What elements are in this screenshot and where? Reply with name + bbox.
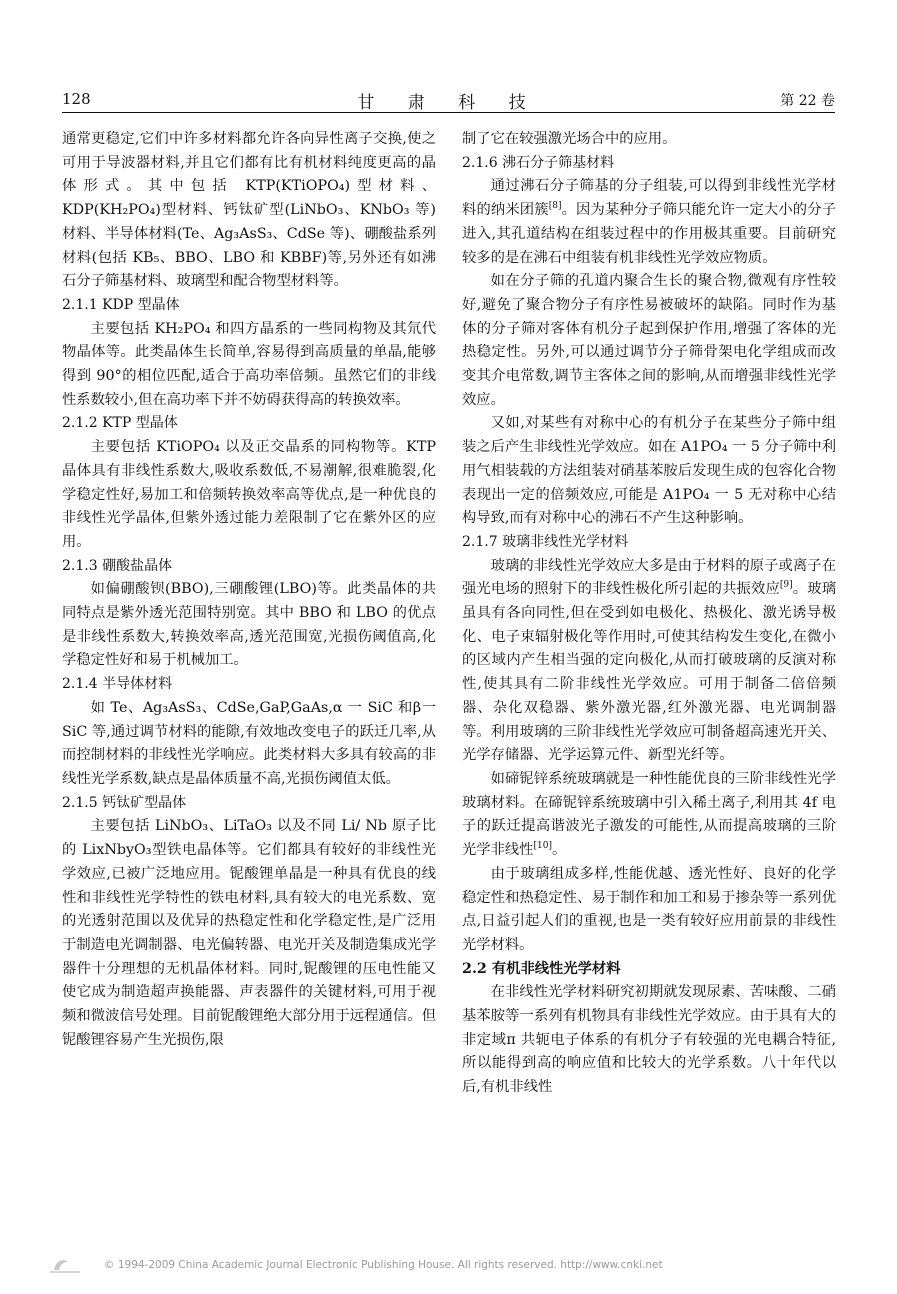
paragraph-text: 如碲铌锌系统玻璃就是一种性能优良的三阶非线性光学玻璃材料。在碲铌锌系统玻璃中引入稀土离子,利用其 4f 电子的跃迁提高谐波光子激发的可能性,从而提高玻璃的三阶光学非线性 (462, 770, 836, 859)
body-paragraph (62, 128, 436, 294)
journal-title: 甘 肃 科 技 (357, 93, 540, 113)
body-paragraph (62, 815, 436, 1052)
paragraph-text: 制了它在较强激光场合中的应用。 (462, 131, 677, 147)
body-paragraph (62, 578, 436, 673)
paragraph-text: 如 Te、Ag₃AsS₃、CdSe,GaP,GaAs,α 一 SiC 和β一 SiC 等,通过调节材料的能隙,有效地改变电子的跃迁几率,从而控制材料的非线性光学响应。此类材料大多具有较高的非线性光学系数,缺点是晶体质量不高,光损伤阈值太低。 (62, 699, 436, 787)
paragraph-text: 玻璃的非线性光学效应大多是由于材料的原子或离子在强光电场的照射下的非线性极化所引起的共振效应 (462, 557, 836, 598)
section-heading: 2.1.7 玻璃非线性光学材料 (462, 533, 629, 550)
body-paragraph (62, 436, 436, 555)
paragraph-text: 通常更稳定,它们中许多材料都允许各向异性离子交换,使之可用于导波器材料,并且它们都有比有机材料纯度更高的晶体形式。其中包括 KTP(KTiOPO₄)型材料、KDP(KH₂PO₄)型材料、钙钛矿型(LiNbO₃、KNbO₃ 等)材料、半导体材料(Te、Ag₃AsS₃、CdSe 等)、硼酸盐系列材料(包括 KB₅、BBO、LBO 和 KBBF)等,另外还有如沸石分子筛基材料、玻璃型和配合物型材料等。 (62, 131, 436, 290)
page-number: 128 (62, 90, 91, 108)
paragraph-text: 由于玻璃组成多样,性能优越、透光性好、良好的化学稳定性和热稳定性、易于制作和加工和易于掺杂等一系列优点,日益引起人们的重视,也是一类有较好应用前景的非线性光学材料。 (462, 865, 836, 953)
citation-ref: [9] (779, 580, 793, 591)
section-heading: 2.1.5 钙钛矿型晶体 (62, 794, 187, 811)
body-paragraph (462, 128, 836, 152)
body-paragraph (462, 270, 836, 412)
body-paragraph (462, 981, 836, 1100)
paragraph-text: 在非线性光学材料研究初期就发现尿素、苦味酸、二硝基苯胺等一系列有机物具有非线性光学效应。由于具有大的非定域π 共轭电子体系的有机分子有较强的光电耦合特征,所以能得到高的响应值和比较大的光学系数。八十年代以后,有机非线性 (462, 984, 836, 1096)
running-header (62, 86, 835, 113)
section-heading: 2.2 有机非线性光学材料 (462, 960, 621, 977)
paragraph-text-tail: 。因为某种分子筛只能允许一定大小的分子进入,其孔道结构在组装过程中的作用极其重要。目前研究较多的是在沸石中组装有机非线性光学效应物质。 (462, 202, 837, 266)
paragraph-text: 通过沸石分子筛基的分子组装,可以得到非线性光学材料的纳米团簇 (462, 178, 836, 219)
body-paragraph (462, 768, 836, 863)
section-heading: 2.1.3 硼酸盐晶体 (62, 557, 173, 574)
body-paragraph (62, 318, 436, 413)
body-paragraph (462, 555, 836, 768)
paragraph-text: 如偏硼酸钡(BBO),三硼酸锂(LBO)等。此类晶体的共同特点是紫外透光范围特别宽。其中 BBO 和 LBO 的优点是非线性系数大,转换效率高,透光范围宽,光损伤阈值高,化学稳定性好和易于机械加工。 (62, 581, 436, 669)
paragraph-text: 主要包括 KTiOPO₄ 以及正交晶系的同构物等。KTP 晶体具有非线性系数大,吸收系数低,不易潮解,很难脆裂,化学稳定性好,易加工和倍频转换效率高等优点,是一种优良的非线性光学晶体,但紫外透过能力差限制了它在紫外区的应用。 (62, 439, 436, 550)
paragraph-text: 主要包括 LiNbO₃、LiTaO₃ 以及不同 Li/ Nb 原子比的 LixNbyO₃型铁电晶体等。它们都具有较好的非线性光学效应,已被广泛地应用。铌酸锂单晶是一种具有优良的线性和非线性光学特性的铁电材料,具有较大的电光系数、宽的光透射范围以及优异的热稳定性和化学稳定性,是广泛用于制造电光调制器、电光偏转器、电光开关及制造集成光学器件十分理想的无机晶体材料。同时,铌酸锂的压电性能又使它成为制造超声换能器、声表器件的关键材料,可用于视频和微波信号处理。目前铌酸锂绝大部分用于远程通信。但铌酸锂容易产生光损伤,限 (62, 818, 436, 1048)
copyright-notice: © 1994-2009 China Academic Journal Electronic Publishing House. All rights reserved. http://www.cnki.net (104, 1259, 663, 1271)
citation-ref: [8] (548, 201, 562, 212)
footer (46, 1254, 746, 1278)
body-paragraph (462, 175, 836, 270)
citation-ref: [10] (533, 841, 552, 852)
paragraph-text: 又如,对某些有对称中心的有机分子在某些分子筛中组装之后产生非线性光学效应。如在 A1PO₄ 一 5 分子筛中利用气相装载的方法组装对硝基苯胺后发现生成的包容化合物表现出一定的倍频效应,可能是 A1PO₄ 一 5 无对称中心结构导致,而有对称中心的沸石不产生这种影响。 (462, 415, 836, 527)
paragraph-text-tail: 。玻璃虽具有各向同性,但在受到如电极化、热极化、激光诱导极化、电子束辐射极化等作用时,可使其结构发生变化,在微小的区域内产生相当强的定向极化,从而打破玻璃的反演对称性,使其具有二阶非线性光学效应。可用于制备二倍倍频器、杂化双稳器、紫外激光器,红外激光器、电光调制器等。利用玻璃的三阶非线性光学效应可制备超高速光开关、光学存储器、光学运算元件、新型光纤等。 (462, 581, 837, 764)
paragraph-text: 如在分子筛的孔道内聚合生长的聚合物,微观有序性较好,避免了聚合物分子有序性易被破坏的缺陷。同时作为基体的分子筛对客体有机分子起到保护作用,增强了客体的光热稳定性。另外,可以通过调节分子筛骨架电化学组成而改变其介电常数,调节主客体之间的影响,从而增强非线性光学效应。 (462, 273, 836, 408)
section-heading: 2.1.6 沸石分子筛基材料 (462, 154, 615, 171)
publisher-logo-icon (46, 1254, 86, 1276)
paragraph-text: 主要包括 KH₂PO₄ 和四方晶系的一些同构物及其氘代物晶体等。此类晶体生长简单,容易得到高质量的单晶,能够得到 90°的相位匹配,适合于高功率倍频。虽然它们的非线性系数较小,但在高功率下并不妨碍获得高的转换效率。 (62, 320, 436, 408)
volume-label: 第 22 卷 (780, 93, 835, 109)
paragraph-text-tail: 。 (551, 842, 567, 859)
section-heading: 2.1.4 半导体材料 (62, 676, 173, 693)
section-heading: 2.1.2 KTP 型晶体 (62, 415, 178, 432)
right-column (462, 128, 836, 1100)
section-heading: 2.1.1 KDP 型晶体 (62, 296, 180, 313)
body-paragraph (462, 863, 836, 958)
body-paragraph (62, 697, 436, 792)
body-paragraph (462, 412, 836, 531)
left-column (62, 128, 436, 1052)
